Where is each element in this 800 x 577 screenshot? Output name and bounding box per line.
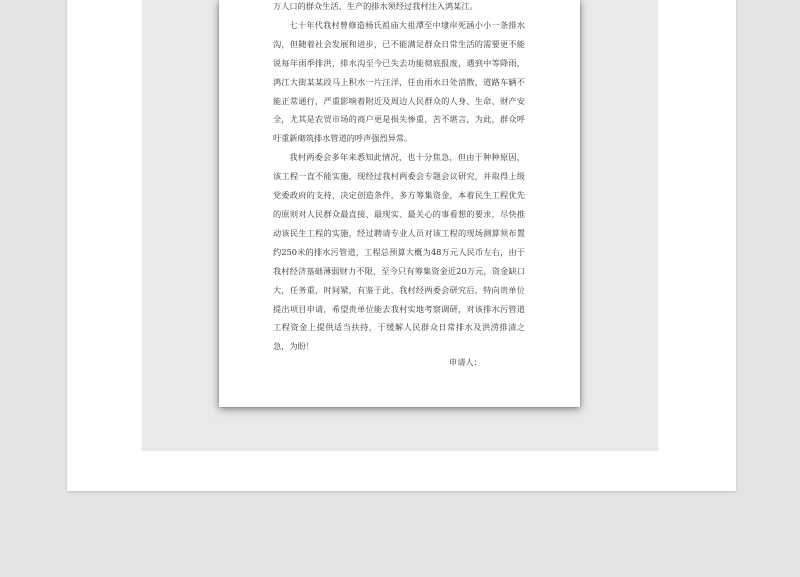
document-body xyxy=(273,0,525,356)
paragraph-1-tail: 万人口的群众生活、生产的排水须经过我村注入鸿某江。 xyxy=(273,1,478,11)
paragraph-2: 七十年代我村曾修造杨氏祖庙大祖潭至中埭岸死涵小小一条排水沟，但随着社会发展和进步，已不能满足群众日常生活的需要更不能说每年雨季排洪，排水沟至今已失去功能彻底报废，遇到中等降雨，鸿江大街某某段马上积水一片汪洋，任由雨水日处消散，道路车辆不能正常通行，严重影响着附近及周边人民群众的人身、生命、财产安全，尤其是农贸市场的商户更是损失惨重，苦不堪言，为此，群众呼吁重新砌筑排水管道的呼声强烈异常。 xyxy=(273,19,525,144)
document-page xyxy=(219,0,580,407)
paragraph-3: 我村两委会多年来悉知此情况，也十分焦急，但由于种种原因，该工程一直不能实施，现经过我村两委会专题会议研究，并取得上级党委政府的支持，决定创造条件，多方筹集资金，本着民生工程优先的原则对人民群众最直接、最现实、最关心的事看想的要求，尽快推动该民生工程的实施，经过聘请专业人员对该工程的现场测算须布置约250米的排水污管道，工程总预算大概为48万元人民币左右，由于我村经济基础薄弱财力不限，至今只有筹集资金近20万元，资金缺口大，任务重，时间紧，有鉴于此，我村经两委会研究后，特向贵单位提出项目申请，希望贵单位能去我村实地考察调研，对该排水污管道工程资金上提供适当扶持，于缓解人民群众日常排水及洪涝排渍之急，为盼！ xyxy=(273,152,525,352)
signature-label: 申请人： xyxy=(449,357,482,367)
